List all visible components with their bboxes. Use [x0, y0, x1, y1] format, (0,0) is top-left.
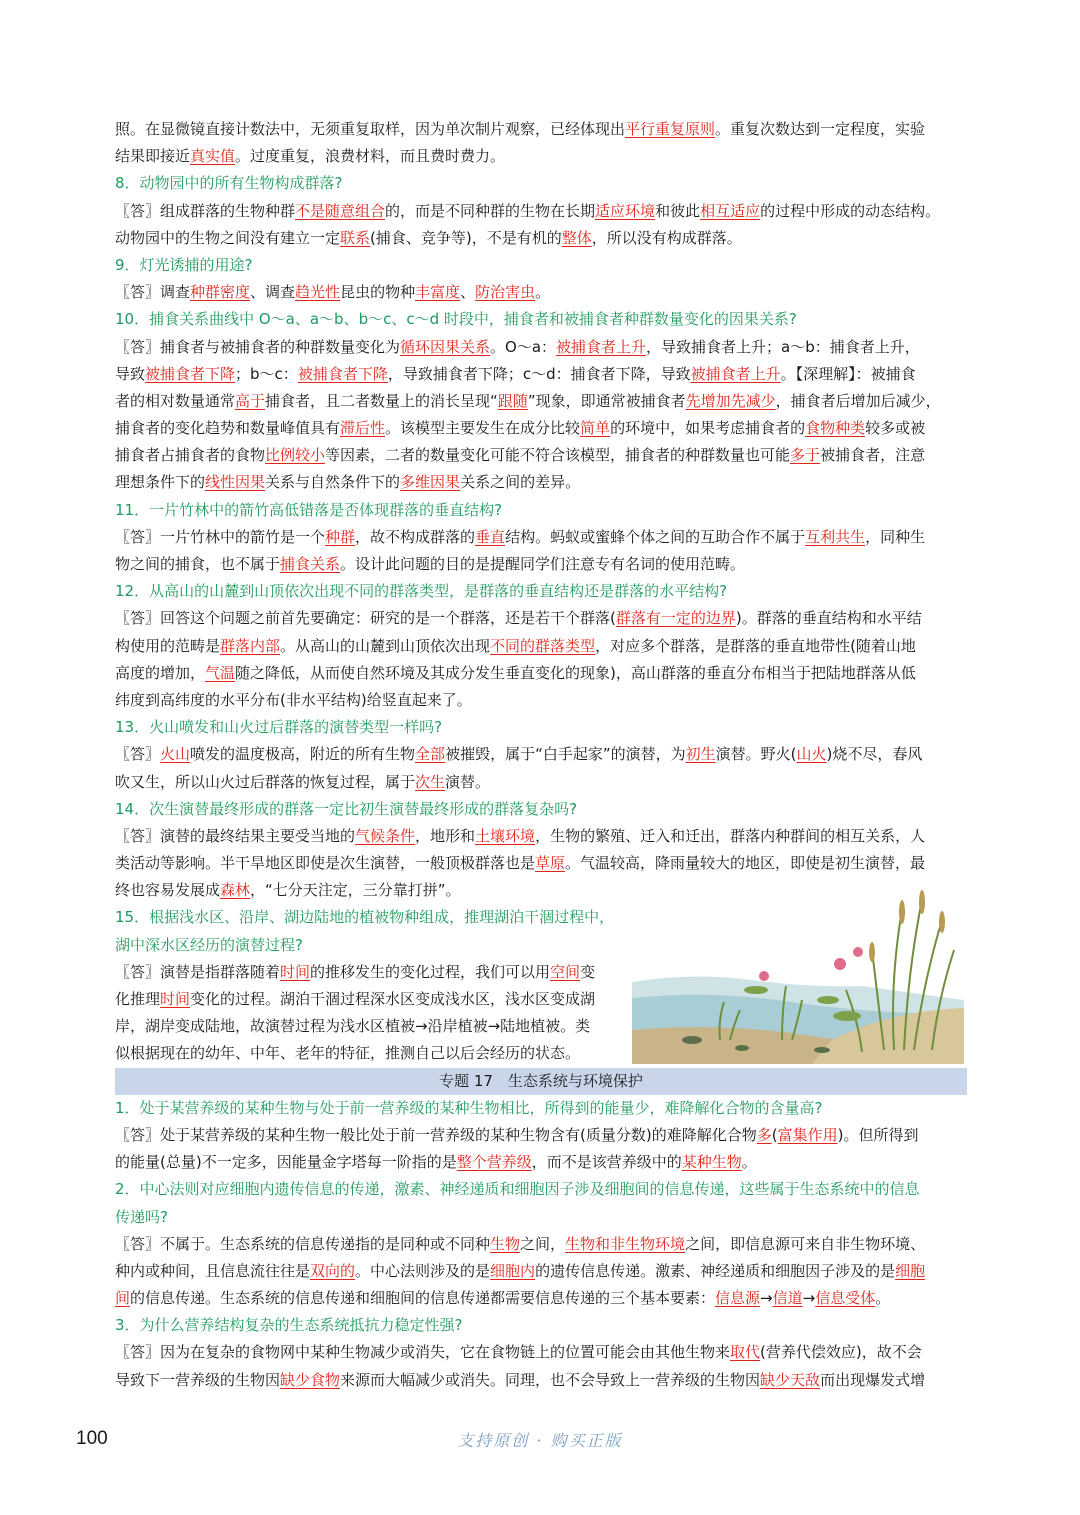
body-text: 构使用的范畴是 — [115, 636, 221, 655]
answer-keyword: 富集作用 — [777, 1125, 838, 1144]
body-text: 变 — [580, 962, 596, 981]
body-text: → — [802, 1289, 816, 1308]
body-text: 。O～a： — [490, 337, 557, 356]
page-number: 100 — [76, 1428, 108, 1449]
body-text: )。但所得到 — [837, 1125, 919, 1144]
body-text: 岸，湖岸变成陆地，故演替过程为浅水区植被→沿岸植被→陆地植被。类 — [115, 1017, 591, 1036]
body-text: 捕食者的变化趋势和数量峰值具有 — [115, 419, 341, 438]
text-line — [115, 279, 967, 306]
answer-keyword: 森林 — [220, 881, 251, 900]
body-text: 〖答〗演替是指群落随着 — [115, 962, 281, 981]
text-line — [115, 1013, 620, 1040]
body-text: 随之降低，从而使自然环境及其成分发生垂直变化的现象)，高山群落的垂直分布相当于把陆地群落从低 — [235, 663, 916, 682]
body-text: 被捕食者，注意 — [820, 446, 926, 465]
question-text: 9．灯光诱捕的用途? — [115, 255, 253, 274]
body-text: 等因素，二者的数量变化可能不符合该模型，捕食者的种群数量也可能 — [325, 446, 791, 465]
body-text: ，而不是该营养级中的 — [531, 1153, 682, 1172]
body-text: 。 — [535, 283, 551, 302]
text-line — [115, 714, 967, 741]
text-line — [115, 823, 967, 850]
body-text: 〖答〗处于某营养级的某种生物一般比处于前一营养级的某种生物含有(质量分数)的难降解化合物 — [115, 1125, 757, 1144]
text-line — [115, 1095, 967, 1122]
answer-keyword: 不同的群落类型 — [490, 636, 596, 655]
body-text: 〖答〗组成群落的生物种群 — [115, 201, 296, 220]
text-line — [115, 252, 967, 279]
text-line — [115, 904, 620, 931]
body-text: 终也容易发展成 — [115, 881, 221, 900]
answer-keyword: 丰富度 — [415, 283, 461, 302]
answer-keyword: 种群密度 — [190, 283, 251, 302]
answer-keyword: 防治害虫 — [475, 283, 536, 302]
answer-keyword: 循环因果关系 — [400, 337, 491, 356]
body-text: 喷发的温度极高，附近的所有生物 — [190, 745, 416, 764]
body-text: 的遗传信息传递。激素、神经递质和细胞因子涉及的是 — [535, 1261, 896, 1280]
body-text: ，所以没有构成群落。 — [591, 228, 742, 247]
body-text: 和彼此 — [655, 201, 701, 220]
text-line — [115, 796, 967, 823]
answer-keyword: 气候条件 — [355, 826, 416, 845]
question-text: 8．动物园中的所有生物构成群落? — [115, 174, 343, 193]
answer-keyword: 捕食关系 — [280, 555, 341, 573]
body-text: 结构。蚂蚁或蜜蜂个体之间的互助合作不属于 — [505, 527, 806, 546]
body-text: ，捕食者后增加后减少， — [775, 391, 941, 410]
answer-keyword: 时间 — [280, 962, 311, 981]
text-line — [115, 986, 620, 1013]
body-text: 演替。野火( — [715, 745, 797, 764]
body-text: 照。在显微镜直接计数法中，无须重复取样，因为单次制片观察，已经体现出 — [115, 120, 626, 138]
question-text: 3．为什么营养结构复杂的生态系统抵抗力稳定性强? — [115, 1316, 463, 1335]
answer-keyword: 细胞 — [895, 1261, 926, 1280]
answer-keyword: 信息受体 — [815, 1289, 876, 1308]
body-text: ，地形和 — [415, 826, 476, 845]
body-text: 、调查 — [250, 283, 296, 302]
text-line — [115, 1258, 967, 1285]
text-line — [115, 578, 967, 605]
body-text: 捕食者占捕食者的食物 — [115, 446, 266, 465]
answer-keyword: 跟随 — [497, 391, 528, 410]
text-line — [115, 1176, 967, 1203]
body-text: 种内或种间，且信息流往往是 — [115, 1261, 311, 1280]
question-text: 14．次生演替最终形成的群落一定比初生演替最终形成的群落复杂吗? — [115, 799, 578, 818]
body-text: 之间， — [520, 1234, 566, 1253]
answer-keyword: 整体 — [561, 228, 592, 247]
body-text: 昆虫的物种 — [340, 283, 416, 302]
answer-keyword: 先增加先减少 — [685, 391, 776, 410]
body-text: 高度的增加， — [115, 663, 206, 682]
body-text: )烧不尽，春风 — [826, 745, 923, 764]
answer-keyword: 多 — [756, 1125, 772, 1144]
text-line — [115, 551, 967, 578]
body-text: 〖答〗不属于。生态系统的信息传递指的是同种或不同种 — [115, 1234, 491, 1253]
answer-keyword: 时间 — [160, 990, 191, 1008]
answer-keyword: 整个营养级 — [456, 1153, 532, 1172]
body-text: 。气温较高，降雨量较大的地区，即使是初生演替，最 — [565, 854, 926, 873]
answer-keyword: 生物 — [490, 1234, 521, 1253]
body-text: 导致 — [115, 364, 146, 383]
body-text: (捕食、竞争等)，不是有机的 — [370, 228, 562, 247]
text-line — [115, 361, 967, 388]
answer-keyword: 缺少天敌 — [760, 1370, 821, 1389]
answer-keyword: 全部 — [415, 745, 446, 764]
body-text: 者的相对数量通常 — [115, 391, 236, 410]
body-text: 的环境中，如果考虑捕食者的 — [610, 419, 806, 438]
answer-keyword: 火山 — [160, 745, 191, 764]
answer-keyword: 次生 — [415, 772, 446, 791]
text-line — [115, 334, 967, 361]
body-text: 。从高山的山麓到山顶依次出现 — [280, 636, 491, 655]
body-text: 物之间的捕食，也不属于 — [115, 555, 281, 573]
text-line — [115, 198, 967, 225]
text-line — [115, 170, 967, 197]
body-text: 〖答〗回答这个问题之前首先要确定：研究的是一个群落，还是若干个群落( — [115, 609, 616, 628]
body-text: 的能量(总量)不一定多，因能量金字塔每一阶指的是 — [115, 1153, 457, 1172]
body-text: ，“七分天注定，三分靠打拼”。 — [250, 881, 461, 900]
text-line — [115, 959, 620, 986]
text-line — [115, 687, 967, 714]
text-line — [115, 497, 967, 524]
text-line — [115, 524, 967, 551]
answer-keyword: 取代 — [730, 1343, 761, 1362]
text-line — [115, 769, 967, 796]
body-text: 导致下一营养级的生物因 — [115, 1370, 281, 1389]
question-text: 传递吗? — [115, 1207, 168, 1226]
text-line — [115, 1367, 967, 1394]
answer-keyword: 细胞内 — [490, 1261, 536, 1280]
text-line — [115, 1312, 967, 1339]
answer-keyword: 种群 — [325, 527, 356, 546]
body-text: 〖答〗因为在复杂的食物网中某种生物减少或消失，它在食物链上的位置可能会由其他生物来 — [115, 1343, 731, 1362]
body-text: 的过程中形成的动态结构。 — [760, 201, 941, 220]
body-text: (营养代偿效应)，故不会 — [760, 1343, 922, 1362]
answer-keyword: 垂直 — [475, 527, 506, 546]
body-text: 被摧毁，属于“白手起家”的演替，为 — [445, 745, 686, 764]
question-text: 11．一片竹林中的箭竹高低错落是否体现群落的垂直结构? — [115, 500, 503, 519]
question-text: 13．火山喷发和山火过后群落的演替类型一样吗? — [115, 718, 443, 737]
body-text: 〖答〗演替的最终结果主要受当地的 — [115, 826, 356, 845]
body-text: ”现象，即通常被捕食者 — [527, 391, 686, 410]
body-text: 吹又生，所以山火过后群落的恢复过程，属于 — [115, 772, 416, 791]
answer-keyword: 真实值 — [190, 147, 236, 166]
answer-keyword: 高于 — [235, 391, 266, 410]
answer-keyword: 被捕食者下降 — [145, 364, 236, 383]
answer-keyword: 土壤环境 — [475, 826, 536, 845]
answer-keyword: 被捕食者上升 — [556, 337, 647, 356]
body-text: 变化的过程。湖泊干涸过程深水区变成浅水区，浅水区变成湖 — [190, 990, 596, 1008]
answer-keyword: 不是随意组合 — [295, 201, 386, 220]
answer-keyword: 某种生物 — [681, 1153, 742, 1172]
body-text: 〖答〗一片竹林中的箭竹是一个 — [115, 527, 326, 546]
question-text: 湖中深水区经历的演替过程? — [115, 935, 303, 954]
body-text: 关系之间的差异。 — [460, 473, 581, 492]
text-line — [115, 605, 967, 632]
answer-keyword: 趋光性 — [295, 283, 341, 302]
page-content — [115, 116, 967, 1394]
body-text: 。过度重复，浪费材料，而且费时费力。 — [235, 147, 506, 166]
body-text: 动物园中的生物之间没有建立一定 — [115, 228, 341, 247]
answer-keyword: 多于 — [790, 446, 821, 465]
body-text: 〖答〗调查 — [115, 283, 191, 302]
body-text: 〖答〗 — [115, 745, 161, 764]
text-line — [115, 469, 967, 496]
text-line — [115, 1122, 967, 1149]
body-text: 。重复次数达到一定程度，实验 — [715, 120, 926, 138]
question-text: 15．根据浅水区、沿岸、湖边陆地的植被物种组成，推理湖泊干涸过程中， — [115, 908, 615, 927]
body-text: ，同种生 — [865, 527, 926, 546]
answer-keyword: 联系 — [340, 228, 371, 247]
answer-keyword: 滞后性 — [340, 419, 386, 438]
body-text: 结果即接近 — [115, 147, 191, 166]
body-text: ，对应多个群落，是群落的垂直地带性(随着山地 — [595, 636, 916, 655]
text-line — [115, 660, 967, 687]
question-text: 2．中心法则对应细胞内遗传信息的传递，激素、神经递质和细胞因子涉及细胞间的信息传递，这些属于生态系统中的信息 — [115, 1180, 920, 1199]
body-text: ( — [771, 1125, 778, 1144]
question-text: 12．从高山的山麓到山顶依次出现不同的群落类型，是群落的垂直结构还是群落的水平结构? — [115, 582, 728, 601]
text-line — [115, 116, 967, 143]
body-text: 捕食者，且二者数量上的消长呈现“ — [265, 391, 498, 410]
answer-keyword: 空间 — [550, 962, 581, 981]
body-text: 演替。 — [445, 772, 491, 791]
answer-keyword: 信息源 — [715, 1289, 761, 1308]
text-line — [115, 1285, 967, 1312]
body-text: 。该模型主要发生在成分比较 — [385, 419, 581, 438]
answer-keyword: 生物和非生物环境 — [565, 1234, 686, 1253]
answer-keyword: 比例较小 — [265, 446, 326, 465]
answer-keyword: 线性因果 — [205, 473, 266, 492]
body-text: 关系与自然条件下的 — [265, 473, 401, 492]
answer-keyword: 被捕食者上升 — [690, 364, 781, 383]
question-text: 10．捕食关系曲线中 O～a、a～b、b～c、c～d 时段中，捕食者和被捕食者种群数量变化的因果关系? — [115, 310, 797, 329]
text-line — [115, 143, 967, 170]
body-text: 。设计此问题的目的是提醒同学们注意专有名词的使用范畴。 — [340, 555, 746, 573]
text-line — [115, 225, 967, 252]
text-line — [115, 1204, 967, 1231]
text-line — [115, 442, 967, 469]
footer-slogan: 支持原创 · 购买正版 — [457, 1431, 623, 1450]
body-text: 而出现爆发式增 — [820, 1370, 926, 1389]
body-text: 来源而大幅减少或消失。同理，也不会导致上一营养级的生物因 — [340, 1370, 761, 1389]
answer-keyword: 平行重复原则 — [625, 120, 716, 138]
body-text: 。中心法则涉及的是 — [355, 1261, 491, 1280]
body-text: 。 — [875, 1289, 891, 1308]
answer-keyword: 双向的 — [310, 1261, 356, 1280]
answer-keyword: 简单 — [580, 419, 611, 438]
answer-keyword: 被捕食者下降 — [297, 364, 388, 383]
answer-keyword: 适应环境 — [595, 201, 656, 220]
text-line — [115, 388, 967, 415]
body-text: ；b～c： — [235, 364, 298, 383]
answer-keyword: 互利共生 — [805, 527, 866, 546]
body-text: → — [760, 1289, 773, 1308]
answer-keyword: 山火 — [796, 745, 827, 764]
answer-keyword: 多维因果 — [400, 473, 461, 492]
text-line — [115, 633, 967, 660]
body-text: 。 — [741, 1153, 757, 1172]
text-line — [115, 1231, 967, 1258]
body-text: 较多或被 — [865, 419, 926, 438]
answer-keyword: 间 — [115, 1289, 131, 1308]
body-text: ，故不构成群落的 — [355, 527, 476, 546]
body-text: 的，而是不同种群的生物在长期 — [385, 201, 596, 220]
answer-keyword: 群落有一定的边界 — [615, 609, 736, 628]
body-text: 之间，即信息源可来自非生物环境、 — [685, 1234, 926, 1253]
answer-keyword: 缺少食物 — [280, 1370, 341, 1389]
lake-succession-illustration — [632, 890, 964, 1064]
text-line — [115, 1339, 967, 1366]
body-text: 的推移发生的变化过程，我们可以用 — [310, 962, 551, 981]
answer-keyword: 草原 — [535, 854, 566, 873]
answer-keyword: 群落内部 — [220, 636, 281, 655]
body-text: 、 — [460, 283, 476, 302]
body-text: )。群落的垂直结构和水平结 — [735, 609, 922, 628]
answer-keyword: 初生 — [685, 745, 716, 764]
body-text: 理想条件下的 — [115, 473, 206, 492]
body-text: 的信息传递。生态系统的信息传递和细胞间的信息传递都需要信息传递的三个基本要素： — [130, 1289, 716, 1308]
body-text: 。【深理解】：被捕食 — [780, 364, 916, 383]
text-line — [115, 306, 967, 333]
body-text: 似根据现在的幼年、中年、老年的特征，推测自己以后会经历的状态。 — [115, 1044, 581, 1063]
answer-keyword: 信道 — [772, 1289, 803, 1308]
question-text: 1．处于某营养级的某种生物与处于前一营养级的某种生物相比，所得到的能量少，难降解化合物的含量高? — [115, 1098, 823, 1117]
text-line — [115, 415, 967, 442]
body-text: 类活动等影响。半干旱地区即使是次生演替，一般顶极群落也是 — [115, 854, 536, 873]
answer-keyword: 相互适应 — [700, 201, 761, 220]
text-line — [115, 1149, 967, 1176]
body-text: ，导致捕食者下降；c～d：捕食者下降，导致 — [387, 364, 691, 383]
text-line — [115, 741, 967, 768]
text-line — [115, 1040, 620, 1067]
body-text: ，导致捕食者上升；a～b：捕食者上升， — [646, 337, 920, 356]
text-line — [115, 850, 967, 877]
answer-keyword: 食物种类 — [805, 419, 866, 438]
body-text: 〖答〗捕食者与被捕食者的种群数量变化为 — [115, 337, 401, 356]
text-line — [115, 932, 620, 959]
answer-keyword: 气温 — [205, 663, 236, 682]
body-text: 化推理 — [115, 990, 161, 1008]
body-text: ，生物的繁殖、迁入和迁出，群落内种群间的相互关系，人 — [535, 826, 926, 845]
body-text: 纬度到高纬度的水平分布(非水平结构)给竖直起来了。 — [115, 690, 472, 709]
section-banner: 专题 17 生态系统与环境保护 — [115, 1068, 967, 1095]
